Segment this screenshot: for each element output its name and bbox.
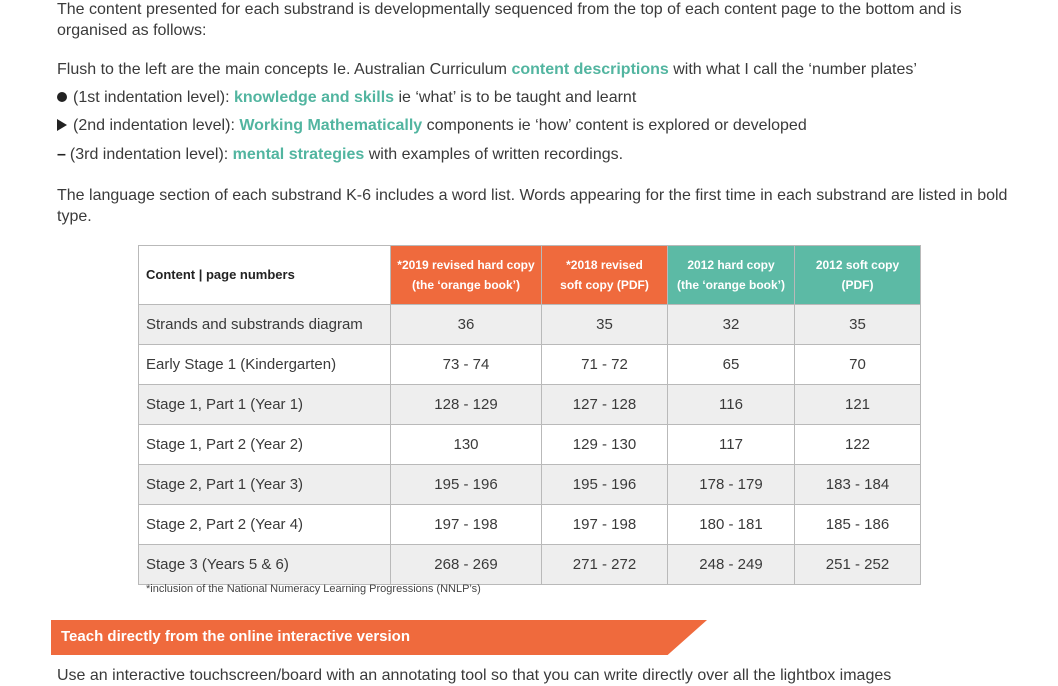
cell-2012-soft: 35: [795, 305, 921, 345]
table-row: [139, 425, 921, 465]
cell-2012-soft: 122: [795, 425, 921, 465]
third-indentation-line: [57, 144, 1017, 165]
cell-2012-hard: 65: [668, 345, 795, 385]
cell-2012-hard: 248 - 249: [668, 545, 795, 585]
table-row: [139, 305, 921, 345]
header-2019-line1: *2019 revised hard copy: [397, 258, 535, 272]
header-2018-soft-copy: [542, 246, 668, 305]
cell-2018-soft: 197 - 198: [542, 505, 668, 545]
header-2018-line1: *2018 revised: [566, 258, 643, 272]
bullet-dot-icon: [57, 92, 67, 102]
first-indentation-line: [57, 87, 1017, 108]
header-2012-soft-copy: [795, 246, 921, 305]
cell-2018-soft: 129 - 130: [542, 425, 668, 465]
header-2012-soft-line1: 2012 soft copy: [815, 258, 900, 272]
cell-2018-soft: 195 - 196: [542, 465, 668, 505]
section-paragraph: Use an interactive touchscreen/board with an annotating tool so that you can write directly over all the lightbox images: [57, 667, 892, 684]
page-numbers-table: [138, 245, 921, 585]
row-label: Stage 2, Part 1 (Year 3): [139, 465, 391, 505]
cell-2019-hard: 195 - 196: [391, 465, 542, 505]
second-indentation-line: [57, 115, 1017, 136]
intro-paragraph: The content presented for each substrand is developmentally sequenced from the top of each content page to the bottom and is organised as follows:: [57, 1, 962, 39]
cell-2019-hard: 197 - 198: [391, 505, 542, 545]
row-label: Stage 3 (Years 5 & 6): [139, 545, 391, 585]
second-indent-text: (2nd indentation level):: [73, 117, 240, 134]
cell-2012-hard: 180 - 181: [668, 505, 795, 545]
cell-2019-hard: 128 - 129: [391, 385, 542, 425]
cell-2019-hard: 268 - 269: [391, 545, 542, 585]
cell-2012-hard: 116: [668, 385, 795, 425]
cell-2012-hard: 117: [668, 425, 795, 465]
flush-left-suffix: with what I call the ‘number plates’: [668, 61, 917, 78]
cell-2012-soft: 70: [795, 345, 921, 385]
content-column-header: Content | page numbers: [139, 246, 391, 305]
cell-2019-hard: 130: [391, 425, 542, 465]
header-2019-line2: (the ‘orange book’): [412, 278, 520, 292]
cell-2018-soft: 35: [542, 305, 668, 345]
table-row: [139, 345, 921, 385]
cell-2019-hard: 36: [391, 305, 542, 345]
working-mathematically-highlight: Working Mathematically: [239, 117, 423, 134]
first-indent-suffix: ie ‘what’ is to be taught and learnt: [394, 89, 637, 106]
third-indent-suffix: with examples of written recordings.: [364, 146, 624, 163]
second-indent-suffix: components ie ‘how’ content is explored or developed: [422, 117, 807, 134]
cell-2019-hard: 73 - 74: [391, 345, 542, 385]
row-label: Strands and substrands diagram: [139, 305, 391, 345]
table-header-row: [139, 246, 921, 305]
cell-2012-hard: 32: [668, 305, 795, 345]
flush-left-line: [57, 59, 1017, 80]
cell-2018-soft: 71 - 72: [542, 345, 668, 385]
table-row: [139, 505, 921, 545]
flush-left-text: Flush to the left are the main concepts Ie. Australian Curriculum: [57, 61, 512, 78]
header-2012-hard-line1: 2012 hard copy: [687, 258, 775, 272]
table-row: [139, 465, 921, 505]
header-2012-soft-line2: (PDF): [841, 278, 874, 292]
header-2019-hard-copy: [391, 246, 542, 305]
triangle-bullet-icon: [57, 119, 67, 131]
table-row: [139, 545, 921, 585]
row-label: Stage 1, Part 2 (Year 2): [139, 425, 391, 465]
cell-2018-soft: 127 - 128: [542, 385, 668, 425]
mental-strategies-highlight: mental strategies: [232, 146, 365, 163]
language-paragraph: The language section of each substrand K-6 includes a word list. Words appearing for the first time in each substrand are listed in bold type.: [57, 187, 1008, 225]
cell-2012-soft: 121: [795, 385, 921, 425]
header-2012-hard-copy: [668, 246, 795, 305]
table-footnote: *inclusion of the National Numeracy Learning Progressions (NNLP’s): [146, 583, 481, 595]
row-label: Stage 2, Part 2 (Year 4): [139, 505, 391, 545]
section-banner-title: Teach directly from the online interactive version: [61, 628, 410, 645]
cell-2018-soft: 271 - 272: [542, 545, 668, 585]
header-2012-hard-line2: (the ‘orange book’): [677, 278, 785, 292]
row-label: Stage 1, Part 1 (Year 1): [139, 385, 391, 425]
row-label: Early Stage 1 (Kindergarten): [139, 345, 391, 385]
table-row: [139, 385, 921, 425]
cell-2012-soft: 183 - 184: [795, 465, 921, 505]
header-2018-line2: soft copy (PDF): [560, 278, 649, 292]
cell-2012-hard: 178 - 179: [668, 465, 795, 505]
cell-2012-soft: 251 - 252: [795, 545, 921, 585]
first-indent-text: (1st indentation level):: [73, 89, 234, 106]
dash-bullet: –: [57, 146, 66, 163]
content-descriptions-highlight: content descriptions: [511, 61, 669, 78]
knowledge-skills-highlight: knowledge and skills: [233, 89, 395, 106]
cell-2012-soft: 185 - 186: [795, 505, 921, 545]
third-indent-text: (3rd indentation level):: [69, 146, 233, 163]
